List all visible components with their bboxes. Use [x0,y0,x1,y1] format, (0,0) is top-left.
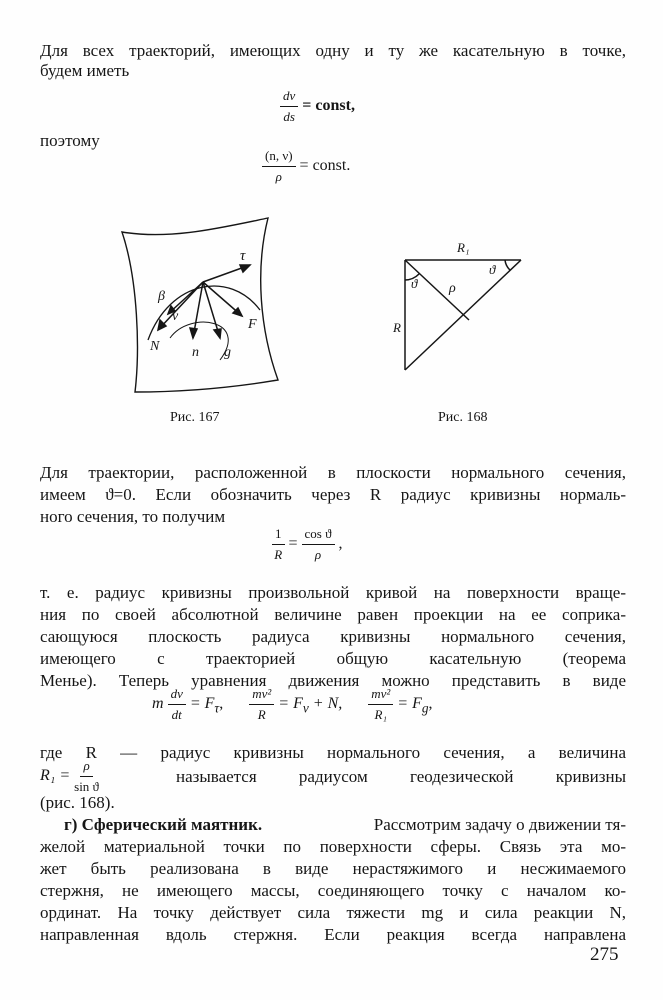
formula-3-lden: R [274,547,283,562]
label-theta-left: ϑ [411,276,418,291]
formula-4-f1rhs: = F [189,695,215,713]
para1-line-1: Для траектории, расположенной в плоскости нормального сечения, [40,463,626,482]
formula-meusnier: $\frac{1}{R}$ = $\frac{\text{cos ϑ}}{\rho}$ , [272,526,343,563]
figure-167 [100,210,290,400]
poetomu-text: поэтому [40,131,100,150]
N-arrowhead [158,320,166,330]
formula-1-rhs: = const, [302,97,355,115]
formula-2-num: (n, ν) [262,148,296,167]
figure-167-drawing [100,210,290,400]
n-arrowhead [190,328,197,338]
formula-r1-num: ρ [80,758,92,777]
label-nu: ν [172,309,179,324]
formula-4-f1num: dv [168,686,186,705]
formula-4-f3den: R₁ [374,707,387,722]
label-g: g [224,345,231,360]
para4-line-6: направленная вдоль стержня. Если реакция всегда направлена [40,925,626,944]
formula-4-tail: , [428,695,433,713]
para4-line-5: ординат. На точку действует сила тяжести mg и сила реакции N, [40,903,626,922]
para2-line-4: имеющего с траекторией общую касательную (теорема [40,649,626,668]
intro-line-2: будем иметь [40,61,130,80]
para1-line-2: имеем ϑ=0. Если обозначить через R радиус кривизны нормаль- [40,485,626,504]
label-R: R [393,320,401,335]
formula-3-tail: , [338,535,343,553]
g-arrowhead [214,329,221,338]
label-N: N [150,339,160,354]
label-theta-right: ϑ [489,262,496,277]
formula-r1-den: sin ϑ [74,779,99,794]
para4-line-4: стержня, не имеющего массы, соединяющего точку с началом ко- [40,881,626,900]
formula-4-f2tail: + N, [312,695,343,713]
para3-line-3: (рис. 168). [40,793,115,812]
formula-4-f2rhs: = F [278,695,303,713]
para4-line-2: желой материальной точки по поверхности сферы. Связь эта мо- [40,837,626,856]
para4-line-1 [64,814,626,836]
spherical-pendulum-heading: г) Сферический маятник. [64,815,263,834]
surface-outline [122,218,278,392]
formula-4-f1den: dt [171,707,182,722]
figure-168-caption: Рис. 168 [438,410,488,425]
formula-n-nu-rho [262,148,350,185]
label-F: F [248,317,257,332]
formula-equations-of-motion [152,686,433,723]
label-rho: ρ [449,281,456,296]
formula-1-num: dv [280,88,298,107]
formula-r1 [40,758,99,795]
formula-4-f2sub: ν [302,700,309,716]
arc-curve [170,322,228,360]
formula-4-f3sub: g [421,700,429,716]
label-n: n [192,345,199,360]
para2-line-5: Менье). Теперь уравнения движения можно представить в виде [40,671,626,690]
formula-2-den: ρ [275,169,282,184]
para4-line-1-rest: Рассмотрим задачу о движении тя- [373,815,626,834]
formula-3-lnum: 1 [272,526,285,545]
angle-arc-right [505,260,510,270]
formula-3-rnum: cos ϑ [302,526,335,545]
figure-168 [385,230,535,380]
para1-line-3: ного сечения, то получим [40,507,226,526]
formula-4-f1sub: τ [214,700,220,716]
formula-4-f3rhs: = F [397,695,422,713]
formula-4-f2num: mv² [249,686,274,705]
formula-4-m: m [152,695,164,713]
tau-arrowhead [240,265,250,272]
label-tau: τ [240,248,246,264]
para2-line-1: т. е. радиус кривизны произвольной кривой на поверхности враще- [40,583,626,602]
para2-line-2: ния по своей абсолютной величине равен проекции на ее соприка- [40,605,626,624]
label-R1: R₁ [457,240,470,255]
formula-1-den: ds [283,109,295,124]
figure-167-caption: Рис. 167 [170,410,220,425]
formula-3-rden: ρ [314,547,322,562]
formula-4-f2den: R [257,707,266,722]
formula-r1-lhs: R₁ = [40,767,71,785]
figure-168-drawing [385,230,535,380]
para3-line-1: где R — радиус кривизны нормального сечения, а величина [40,743,626,762]
label-beta: β [158,289,165,304]
formula-dv-ds [280,88,355,125]
para3-line-2: называется радиусом геодезической кривизны [176,767,626,786]
para2-line-3: сающуюся плоскость радиуса кривизны нормального сечения, [40,627,626,646]
intro-line-1: Для всех траекторий, имеющих одну и ту же касательную в точке, [40,41,626,60]
formula-4-f3num: mv² [368,686,393,705]
formula-2-rhs: = const. [299,157,351,175]
para4-line-3: жет быть реализована в виде нерастяжимого и несжимаемого [40,859,626,878]
page-number: 275 [590,944,619,965]
formula-4-sep1: , [219,695,224,713]
